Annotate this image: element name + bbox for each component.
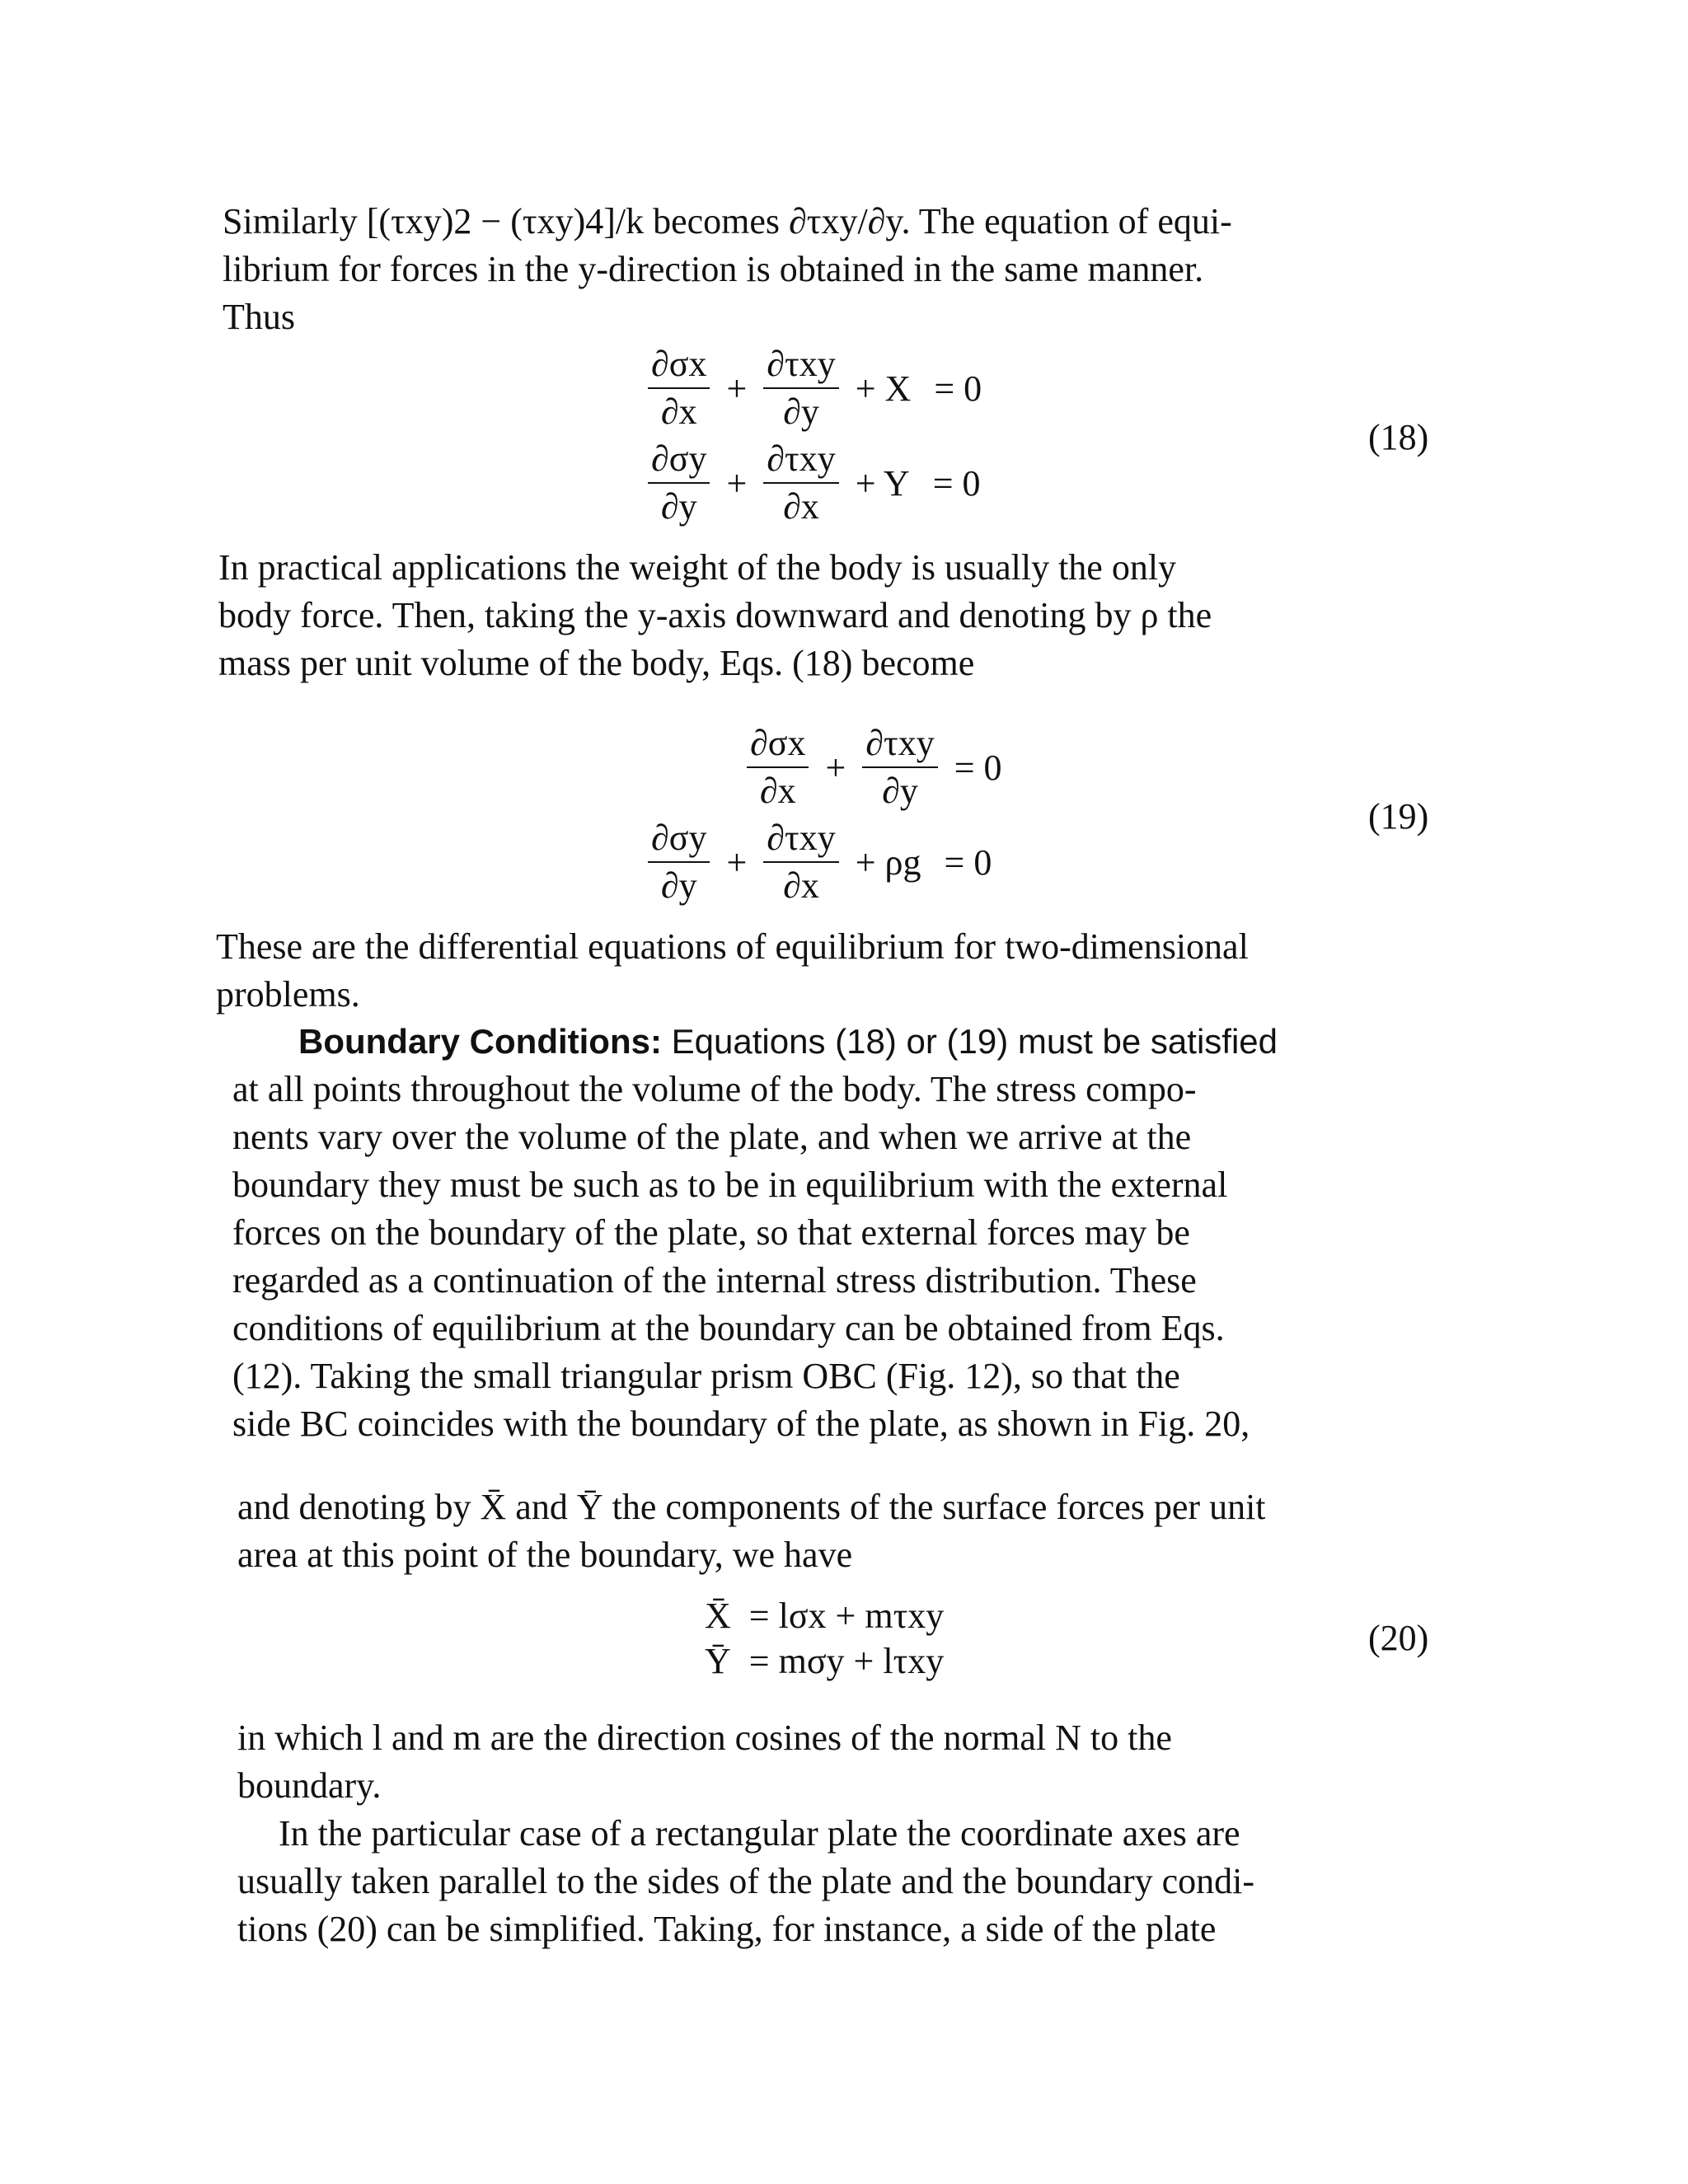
equation-row [643, 346, 993, 430]
numerator: ∂τxy [862, 725, 937, 768]
numerator: ∂σx [648, 346, 710, 389]
body-force-term: + X [855, 368, 912, 409]
text-line: usually taken parallel to the sides of the plate and the boundary condi- [237, 1861, 1255, 1901]
body-force-term: + Y [855, 462, 910, 504]
text-line [232, 1018, 1469, 1066]
fraction [747, 725, 809, 809]
text-line: problems. [216, 974, 360, 1015]
equation-row [643, 438, 992, 527]
text-line: Thus [223, 297, 295, 337]
numerator: ∂σy [648, 441, 710, 484]
plus-operator: + [726, 368, 748, 409]
text-line: side BC coincides with the boundary of the plate, as shown in Fig. 20, [232, 1404, 1250, 1444]
fraction [648, 346, 710, 430]
text-line: librium for forces in the y-direction is obtained in the same manner. [223, 249, 1204, 289]
text-line: boundary. [237, 1765, 382, 1806]
equation-number: (18) [1368, 417, 1429, 457]
denominator: ∂x [783, 486, 819, 527]
text-line: tions (20) can be simplified. Taking, for instance, a side of the plate [237, 1909, 1217, 1949]
paragraph-direction-cosines [237, 1714, 1474, 1810]
denominator: ∂y [783, 391, 819, 432]
equation-number: (19) [1368, 796, 1429, 837]
text-line: body force. Then, taking the y-axis downward and denoting by ρ the [218, 595, 1212, 635]
equals-zero: = 0 [932, 462, 981, 504]
plus-operator: + [726, 841, 748, 883]
paragraph-intro [223, 198, 1475, 341]
paragraph-rectangular-plate [237, 1810, 1474, 1953]
text-line: area at this point of the boundary, we have [237, 1535, 853, 1575]
text-line: nents vary over the volume of the plate, and when we arrive at the [232, 1117, 1192, 1157]
fraction [648, 820, 710, 904]
denominator: ∂x [759, 771, 796, 811]
equation-row: Ȳ = mσy + lτxy [705, 1641, 945, 1681]
denominator: ∂y [882, 771, 918, 811]
fraction [648, 438, 710, 527]
plus-operator: + [825, 747, 846, 788]
fraction [763, 820, 838, 904]
text-line: conditions of equilibrium at the boundary can be obtained from Eqs. [232, 1308, 1225, 1348]
numerator: ∂τxy [763, 441, 838, 484]
text-line: (12). Taking the small triangular prism OBC (Fig. 12), so that the [232, 1356, 1180, 1396]
text-line: In practical applications the weight of the body is usually the only [218, 547, 1177, 588]
text-line: and denoting by X̄ and Ȳ the components of the surface forces per unit [237, 1487, 1266, 1527]
equation-number: (20) [1368, 1618, 1429, 1658]
paragraph-boundary-conditions [232, 1018, 1469, 1448]
text-line: in which l and m are the direction cosines of the normal N to the [237, 1718, 1172, 1758]
plus-operator: + [726, 462, 748, 504]
numerator: ∂σx [747, 725, 809, 768]
fraction [862, 725, 937, 809]
text-line: forces on the boundary of the plate, so that external forces may be [232, 1212, 1190, 1253]
text-line: regarded as a continuation of the internal stress distribution. These [232, 1260, 1197, 1301]
fraction [763, 438, 838, 527]
text-line: These are the differential equations of equilibrium for two-dimensional [216, 926, 1249, 967]
denominator: ∂x [783, 865, 819, 906]
paragraph-surface-forces [237, 1483, 1474, 1579]
paragraph-differential-equations [216, 923, 1477, 1019]
text-line: mass per unit volume of the body, Eqs. (18) become [218, 643, 975, 683]
fraction [763, 346, 838, 430]
paragraph-body-force [218, 544, 1471, 687]
heading-continuation: Equations (18) or (19) must be satisfied [661, 1022, 1278, 1061]
equals-zero: = 0 [954, 747, 1002, 788]
equals-zero: = 0 [934, 368, 982, 409]
denominator: ∂y [660, 865, 697, 906]
text-line: at all points throughout the volume of the body. The stress compo- [232, 1069, 1197, 1109]
text-line: boundary they must be such as to be in equilibrium with the external [232, 1165, 1228, 1205]
numerator: ∂τxy [763, 346, 838, 389]
equation-row [742, 725, 1014, 809]
equation-row [643, 820, 1003, 904]
denominator: ∂y [660, 486, 697, 527]
denominator: ∂x [660, 391, 697, 432]
text-line: Similarly [(τxy)2 − (τxy)4]/k becomes ∂τxy/∂y. The equation of equi- [223, 201, 1232, 241]
numerator: ∂σy [648, 820, 710, 863]
numerator: ∂τxy [763, 820, 838, 863]
text-line: In the particular case of a rectangular plate the coordinate axes are [279, 1813, 1240, 1854]
equation-row: X̄ = lσx + mτxy [705, 1596, 945, 1636]
body-force-term: + ρg [855, 841, 921, 883]
equals-zero: = 0 [944, 841, 992, 883]
section-heading: Boundary Conditions: [298, 1022, 662, 1061]
